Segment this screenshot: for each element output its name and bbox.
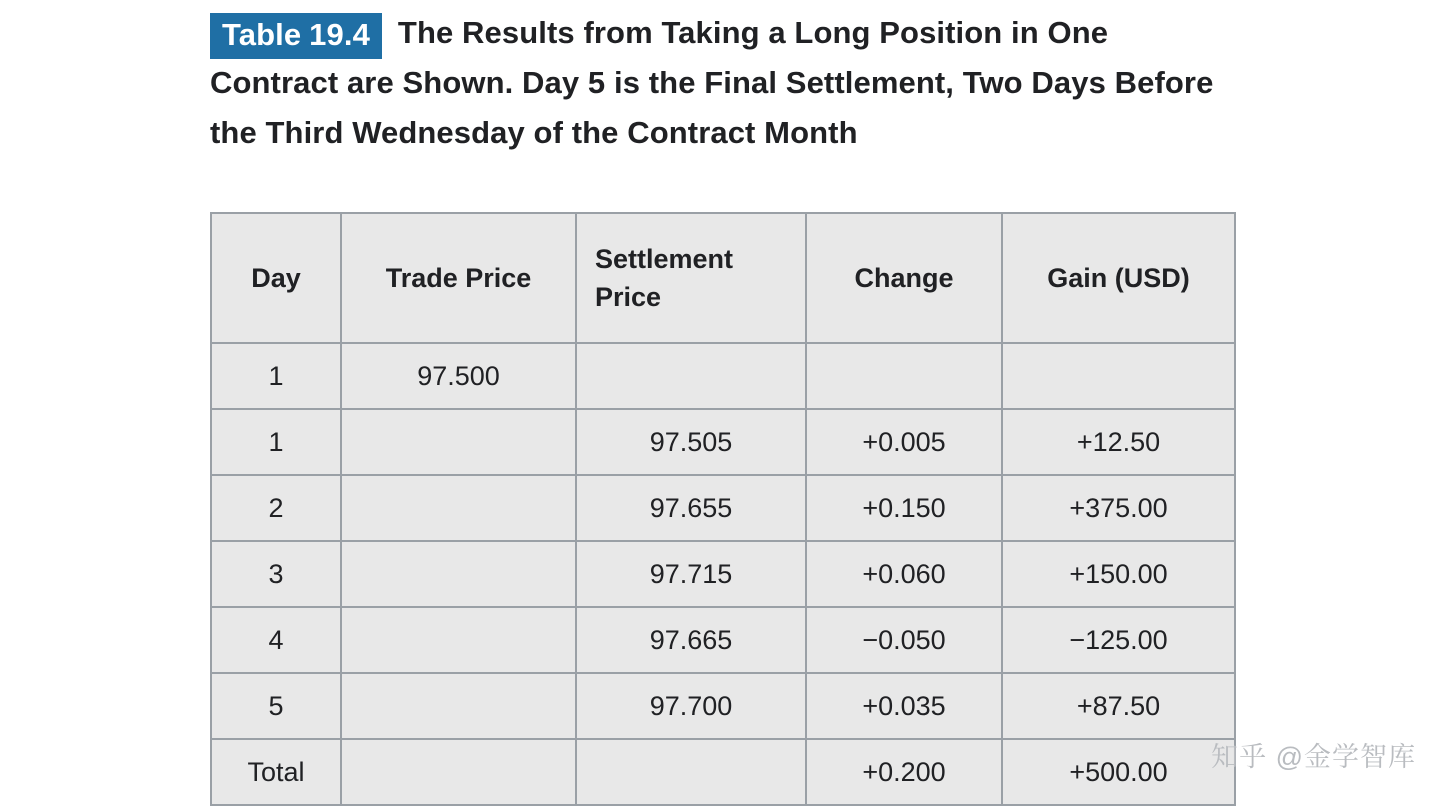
table-badge-label: Table bbox=[222, 17, 302, 52]
table-row bbox=[211, 541, 1235, 607]
cell-day-total: Total bbox=[211, 739, 341, 805]
cell-gain: +150.00 bbox=[1002, 541, 1235, 607]
cell-gain: +12.50 bbox=[1002, 409, 1235, 475]
cell-trade-price bbox=[341, 475, 576, 541]
cell-trade-price bbox=[341, 739, 576, 805]
watermark: 知乎 @金学智库 bbox=[1211, 742, 1416, 772]
cell-trade-price bbox=[341, 673, 576, 739]
cell-gain-total: +500.00 bbox=[1002, 739, 1235, 805]
cell-change: +0.035 bbox=[806, 673, 1002, 739]
table-number-badge bbox=[210, 13, 382, 59]
results-table bbox=[210, 212, 1236, 806]
cell-settlement-price: 97.665 bbox=[576, 607, 806, 673]
cell-change: +0.150 bbox=[806, 475, 1002, 541]
cell-settlement-price: 97.700 bbox=[576, 673, 806, 739]
cell-gain: +375.00 bbox=[1002, 475, 1235, 541]
cell-day: 5 bbox=[211, 673, 341, 739]
cell-trade-price bbox=[341, 409, 576, 475]
cell-settlement-price: 97.655 bbox=[576, 475, 806, 541]
cell-settlement-price bbox=[576, 739, 806, 805]
cell-day: 1 bbox=[211, 409, 341, 475]
cell-change: −0.050 bbox=[806, 607, 1002, 673]
cell-trade-price bbox=[341, 607, 576, 673]
table-row bbox=[211, 673, 1235, 739]
column-header-change: Change bbox=[806, 213, 1002, 343]
table-row bbox=[211, 343, 1235, 409]
cell-day: 1 bbox=[211, 343, 341, 409]
cell-settlement-price: 97.505 bbox=[576, 409, 806, 475]
cell-day: 3 bbox=[211, 541, 341, 607]
column-header-gain-usd: Gain (USD) bbox=[1002, 213, 1235, 343]
cell-change: +0.060 bbox=[806, 541, 1002, 607]
table-header-row bbox=[211, 213, 1235, 343]
cell-settlement-price bbox=[576, 343, 806, 409]
table-badge-number: 19.4 bbox=[309, 17, 370, 52]
cell-trade-price: 97.500 bbox=[341, 343, 576, 409]
cell-day: 2 bbox=[211, 475, 341, 541]
cell-trade-price bbox=[341, 541, 576, 607]
table-row bbox=[211, 409, 1235, 475]
cell-gain: −125.00 bbox=[1002, 607, 1235, 673]
cell-change-total: +0.200 bbox=[806, 739, 1002, 805]
table-total-row bbox=[211, 739, 1235, 805]
cell-gain bbox=[1002, 343, 1235, 409]
cell-change bbox=[806, 343, 1002, 409]
table-caption-text: The Results from Taking a Long Position in One Contract are Shown. Day 5 is the Final Settlement, Two Days Before the Third Wednesday of the Contract Month bbox=[210, 15, 1214, 150]
table-caption bbox=[210, 8, 1220, 158]
cell-day: 4 bbox=[211, 607, 341, 673]
column-header-trade-price: Trade Price bbox=[341, 213, 576, 343]
cell-gain: +87.50 bbox=[1002, 673, 1235, 739]
cell-settlement-price: 97.715 bbox=[576, 541, 806, 607]
column-header-settlement-price: Settlement Price bbox=[576, 213, 806, 343]
table-row bbox=[211, 607, 1235, 673]
cell-change: +0.005 bbox=[806, 409, 1002, 475]
column-header-day: Day bbox=[211, 213, 341, 343]
table-row bbox=[211, 475, 1235, 541]
